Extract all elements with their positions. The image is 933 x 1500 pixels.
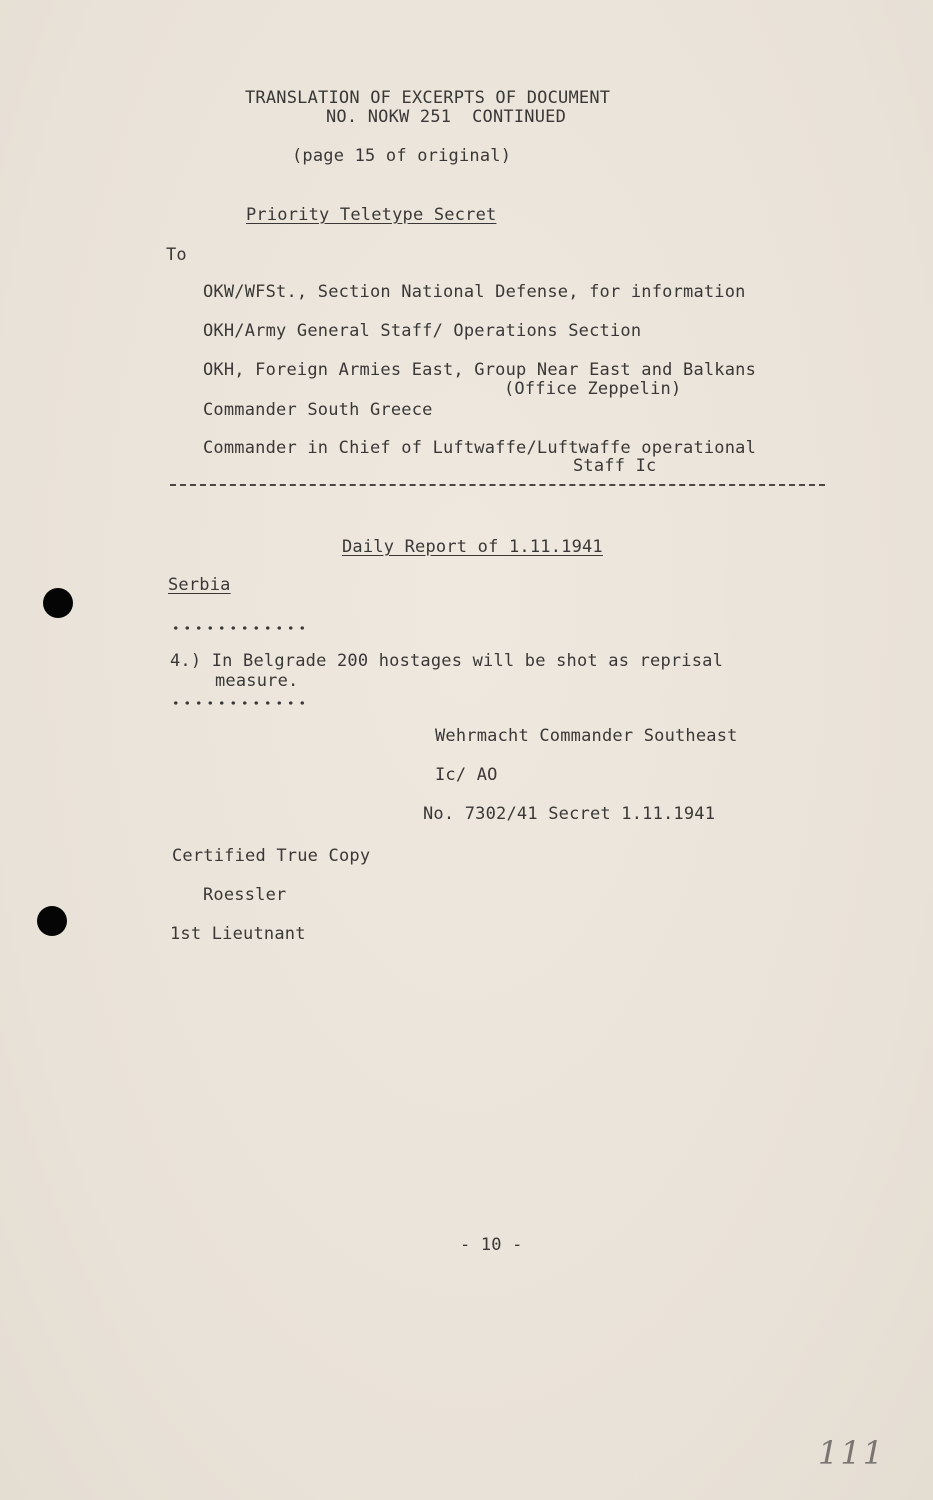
certification-line1: Certified True Copy [172,846,371,866]
dashed-separator [170,484,825,486]
report-item-line2: measure. [215,671,299,691]
certifier-rank: 1st Lieutnant [170,924,306,944]
document-title-line2: NO. NOKW 251 CONTINUED [326,107,567,127]
to-label: To [166,245,187,265]
recipient-okh-foreign-armies: OKH, Foreign Armies East, Group Near East and Balkans [203,360,757,380]
signature-line1: Wehrmacht Commander Southeast [435,726,738,746]
recipient-okh-general-staff: OKH/Army General Staff/ Operations Section [203,321,642,341]
teletype-heading: Priority Teletype Secret [246,205,497,225]
report-title: Daily Report of 1.11.1941 [342,537,603,557]
recipient-commander-south-greece: Commander South Greece [203,400,433,420]
recipient-staff-ic: Staff Ic [573,456,657,476]
recipient-office-zeppelin: (Office Zeppelin) [504,379,682,399]
recipient-luftwaffe: Commander in Chief of Luftwaffe/Luftwaffe operational [203,438,757,458]
signature-line3: No. 7302/41 Secret 1.11.1941 [423,804,716,824]
page-number: - 10 - [460,1235,523,1255]
punch-hole-top [43,588,73,618]
punch-hole-bottom [37,906,67,936]
omission-dots-bottom [170,700,310,706]
certifier-name: Roessler [203,885,287,905]
margin-mark: 111 [818,1434,886,1472]
document-title-line1: TRANSLATION OF EXCERPTS OF DOCUMENT [245,88,611,108]
page-reference: (page 15 of original) [292,146,512,166]
signature-line2: Ic/ AO [435,765,498,785]
recipient-okw: OKW/WFSt., Section National Defense, for information [203,282,746,302]
region-heading: Serbia [168,575,231,595]
omission-dots-top [170,625,310,631]
report-item-line1: 4.) In Belgrade 200 hostages will be shot as reprisal [170,651,724,671]
